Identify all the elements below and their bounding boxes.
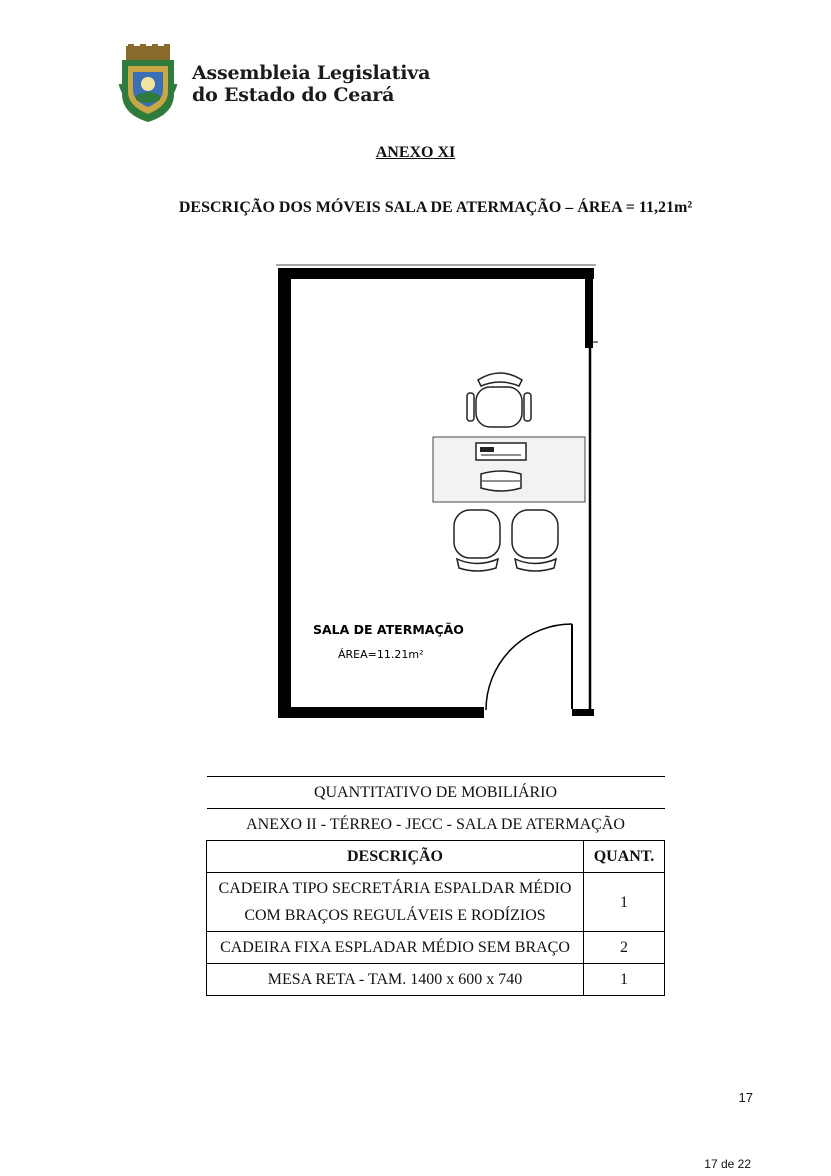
page-count: 17 de 22: [704, 1157, 751, 1171]
table-row: [207, 932, 665, 964]
secretary-chair: [467, 373, 531, 427]
annex-title: ANEXO XI: [375, 144, 456, 161]
table-title: QUANTITATIVO DE MOBILIÁRIO: [207, 777, 665, 809]
row-quantity: 1: [584, 964, 665, 996]
furniture-quantity-table: [206, 776, 665, 996]
row-description: MESA RETA - TAM. 1400 x 600 x 740: [207, 964, 584, 996]
organization-name: [192, 62, 430, 106]
row-description: CADEIRA FIXA ESPLADAR MÉDIO SEM BRAÇO: [207, 932, 584, 964]
visitor-chair-2: [512, 510, 558, 571]
org-name-line1: Assembleia Legislativa: [192, 62, 431, 84]
row-quantity: 2: [584, 932, 665, 964]
annex-subtitle: DESCRIÇÃO DOS MÓVEIS SALA DE ATERMAÇÃO – ÁREA = 11,21m²: [178, 199, 693, 216]
door-swing: [486, 624, 572, 710]
table-subtitle: ANEXO II - TÉRREO - JECC - SALA DE ATERMAÇÃO: [207, 809, 665, 841]
table-row: [207, 873, 665, 932]
row-quantity: 1: [584, 873, 665, 932]
org-name-line2: do Estado do Ceará: [192, 84, 395, 106]
page-number: 17: [738, 1090, 753, 1105]
room-area-label: ÁREA=11.21m²: [338, 648, 424, 661]
wall-top: [278, 268, 594, 279]
header-quantity: QUANT.: [584, 841, 665, 873]
visitor-chair-1: [454, 510, 500, 571]
wall-left: [278, 268, 291, 718]
header-description: DESCRIÇÃO: [207, 841, 584, 873]
state-crest-logo: [118, 44, 178, 124]
wall-right: [585, 268, 593, 348]
row-description: CADEIRA TIPO SECRETÁRIA ESPALDAR MÉDIO COM BRAÇOS REGULÁVEIS E RODÍZIOS: [207, 873, 584, 932]
wall-bottom: [278, 707, 484, 718]
floor-plan: [276, 262, 598, 722]
page-header: [118, 44, 430, 124]
room-name-label: SALA DE ATERMAÇÃO: [313, 622, 464, 637]
table-row: [207, 964, 665, 996]
